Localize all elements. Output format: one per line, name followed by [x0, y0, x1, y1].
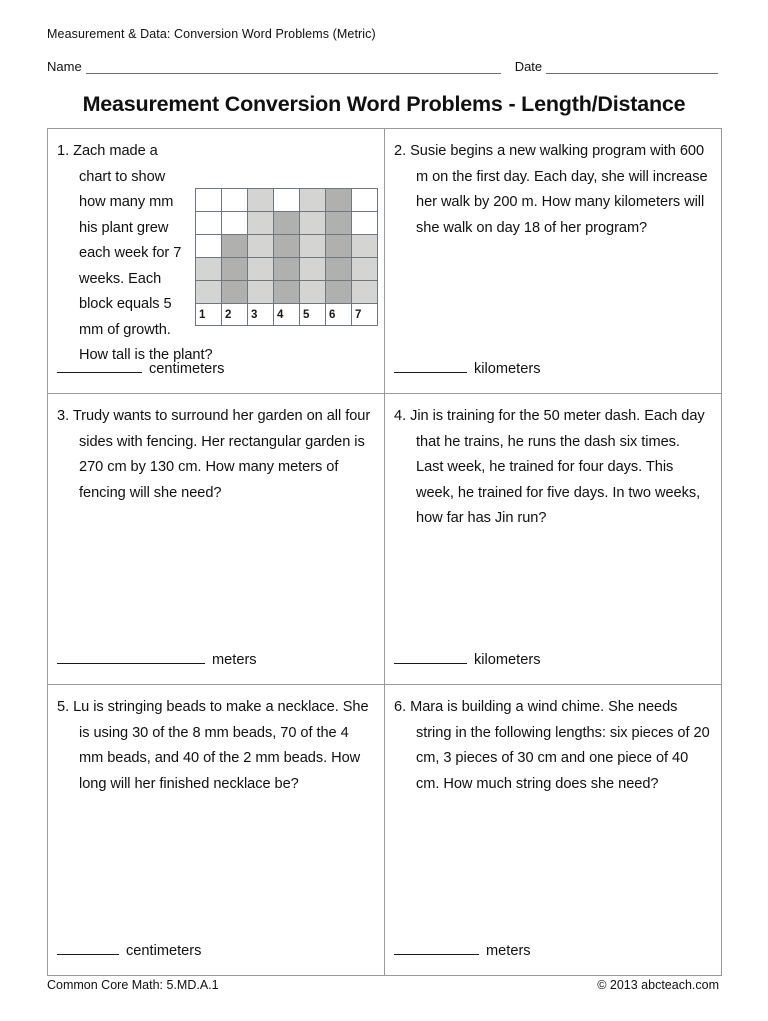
chart-cell [274, 212, 300, 235]
chart-cell [352, 235, 378, 258]
chart-row [196, 189, 378, 212]
problem-text [57, 695, 373, 797]
chart-cell [274, 281, 300, 304]
problem-text [57, 404, 373, 506]
answer-line [57, 941, 201, 961]
chart-row [196, 212, 378, 235]
chart-column-label: 7 [352, 304, 378, 326]
footer-copyright: © 2013 abcteach.com [597, 978, 719, 992]
chart-cell [196, 212, 222, 235]
name-input-line[interactable] [86, 60, 501, 74]
problem-cell-5 [48, 685, 385, 976]
date-label: Date [514, 59, 543, 74]
chart-row [196, 281, 378, 304]
answer-unit: centimeters [126, 943, 202, 959]
chart-cell [352, 189, 378, 212]
chart-cell [222, 281, 248, 304]
name-date-row [47, 54, 719, 74]
chart-column-label: 3 [248, 304, 274, 326]
chart-cell [222, 258, 248, 281]
chart-cell [248, 189, 274, 212]
chart-cell [326, 235, 352, 258]
chart-row [196, 258, 378, 281]
chart-cell [248, 258, 274, 281]
chart-cell [300, 189, 326, 212]
problem-number: 1. [57, 143, 70, 159]
chart-cell [196, 258, 222, 281]
problem-row-3 [48, 685, 722, 976]
name-label: Name [47, 59, 82, 74]
answer-line [394, 359, 541, 379]
problem-body: Susie begins a new walking program with 600 m on the first day. Each day, she will increase her walk by 200 m. How many kilometers will she walk on day 18 of her program? [410, 143, 708, 236]
chart-row [196, 235, 378, 258]
chart-cell [196, 235, 222, 258]
chart-cell [326, 258, 352, 281]
problem-number: 6. [394, 699, 407, 715]
answer-line [394, 941, 531, 961]
problem-row-1 [48, 129, 722, 394]
chart-column-label: 4 [274, 304, 300, 326]
plant-growth-chart [195, 188, 378, 326]
problem-body: Zach made a chart to show how many mm his plant grew each week for 7 weeks. Each block equals 5 mm of growth. How tall is the plant? [73, 143, 213, 363]
problem-cell-1 [48, 129, 385, 394]
date-input-line[interactable] [546, 60, 718, 74]
problem-body: Jin is training for the 50 meter dash. Each day that he trains, he runs the dash six times. Last week, he trained for four days. This week, he trained for five days. In two weeks, how far has Jin run? [410, 408, 705, 526]
problem-number: 5. [57, 699, 70, 715]
problem-row-2 [48, 394, 722, 685]
problem-body: Trudy wants to surround her garden on all four sides with fencing. Her rectangular garden is 270 cm by 130 cm. How many meters of fencing will she need? [72, 408, 371, 501]
chart-cell [248, 235, 274, 258]
chart-cell [274, 258, 300, 281]
answer-blank[interactable] [394, 941, 479, 955]
chart-cell [222, 235, 248, 258]
chart-cell [352, 212, 378, 235]
answer-blank[interactable] [394, 650, 467, 664]
problem-cell-6 [385, 685, 722, 976]
answer-unit: meters [212, 652, 257, 668]
chart-column-label: 5 [300, 304, 326, 326]
answer-line [57, 650, 257, 670]
answer-unit: centimeters [149, 361, 225, 377]
chart-cell [326, 281, 352, 304]
answer-line [394, 650, 541, 670]
chart-cell [352, 258, 378, 281]
plant-growth-chart-wrapper [195, 188, 373, 328]
chart-column-label: 6 [326, 304, 352, 326]
footer-standard: Common Core Math: 5.MD.A.1 [47, 978, 219, 992]
chart-cell [300, 281, 326, 304]
problem-text [394, 139, 710, 241]
chart-column-label: 1 [196, 304, 222, 326]
problem-cell-2 [385, 129, 722, 394]
problem-body: Lu is stringing beads to make a necklace. She is using 30 of the 8 mm beads, 70 of the 4 mm beads, and 40 of the 2 mm beads. How long will her finished necklace be? [73, 699, 369, 792]
chart-cell [352, 281, 378, 304]
problem-cell-3 [48, 394, 385, 685]
chart-cell [300, 212, 326, 235]
chart-cell [248, 212, 274, 235]
chart-cell [326, 212, 352, 235]
problem-cell-4 [385, 394, 722, 685]
chart-cell [248, 281, 274, 304]
answer-unit: kilometers [474, 361, 541, 377]
problem-number: 2. [394, 143, 407, 159]
problem-number: 3. [57, 408, 70, 424]
answer-blank[interactable] [57, 941, 119, 955]
problem-grid [47, 128, 722, 976]
page-title: Measurement Conversion Word Problems - Length/Distance [82, 92, 686, 116]
answer-unit: kilometers [474, 652, 541, 668]
chart-cell [196, 281, 222, 304]
answer-unit: meters [486, 943, 531, 959]
problem-text [394, 404, 710, 532]
answer-blank[interactable] [57, 650, 205, 664]
chart-cell [300, 258, 326, 281]
answer-blank[interactable] [394, 359, 467, 373]
chart-cell [222, 212, 248, 235]
problem-number: 4. [394, 408, 407, 424]
chart-label-row [196, 304, 378, 326]
chart-column-label: 2 [222, 304, 248, 326]
footer [47, 978, 719, 992]
subject-line: Measurement & Data: Conversion Word Problems (Metric) [47, 27, 376, 41]
chart-cell [274, 235, 300, 258]
answer-line [57, 359, 224, 379]
answer-blank[interactable] [57, 359, 142, 373]
chart-cell [196, 189, 222, 212]
chart-cell [326, 189, 352, 212]
chart-cell [222, 189, 248, 212]
chart-cell [300, 235, 326, 258]
problem-text [394, 695, 710, 797]
chart-cell [274, 189, 300, 212]
problem-body: Mara is building a wind chime. She needs string in the following lengths: six pieces of 20 cm, 3 pieces of 30 cm and one piece of 40 cm. How much string does she need? [410, 699, 710, 792]
